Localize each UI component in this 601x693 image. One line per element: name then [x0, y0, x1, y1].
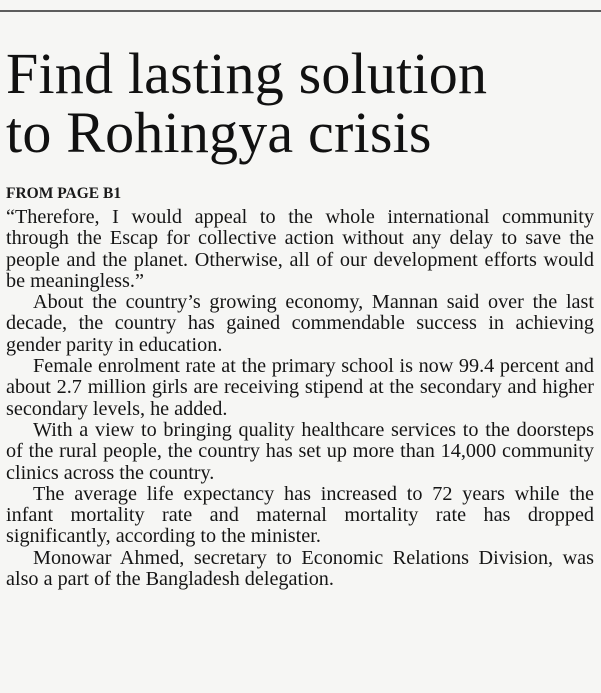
article-body [6, 207, 594, 590]
headline-line-1: Find lasting solution [6, 41, 488, 106]
news-article [6, 41, 594, 591]
paragraph-economy: About the country’s growing economy, Mannan said over the last decade, the country has gained commendable success in achieving gender parity in education. [6, 291, 594, 356]
paragraph-quote: “Therefore, I would appeal to the whole international community through the Escap for collective action without any delay to save the people and the planet. Otherwise, all of our development efforts would be meaningless.” [6, 206, 594, 292]
paragraph-healthcare: With a view to bringing quality healthcare services to the doorsteps of the rural people, the country has set up more than 14,000 community clinics across the country. [6, 418, 594, 484]
paragraph-life-expectancy: The average life expectancy has increased to 72 years while the infant mortality rate and maternal mortality rate has dropped significantly, according to the minister. [6, 482, 594, 548]
top-rule [0, 10, 601, 12]
headline-line-2: to Rohingya crisis [6, 100, 432, 165]
paragraph-delegation: Monowar Ahmed, secretary to Economic Relations Division, was also a part of the Bangladesh delegation. [6, 546, 594, 591]
dateline: FROM PAGE B1 [6, 185, 122, 202]
headline [6, 41, 594, 165]
paragraph-enrolment: Female enrolment rate at the primary school is now 99.4 percent and about 2.7 million girls are receiving stipend at the secondary and higher secondary levels, he added. [6, 355, 594, 420]
